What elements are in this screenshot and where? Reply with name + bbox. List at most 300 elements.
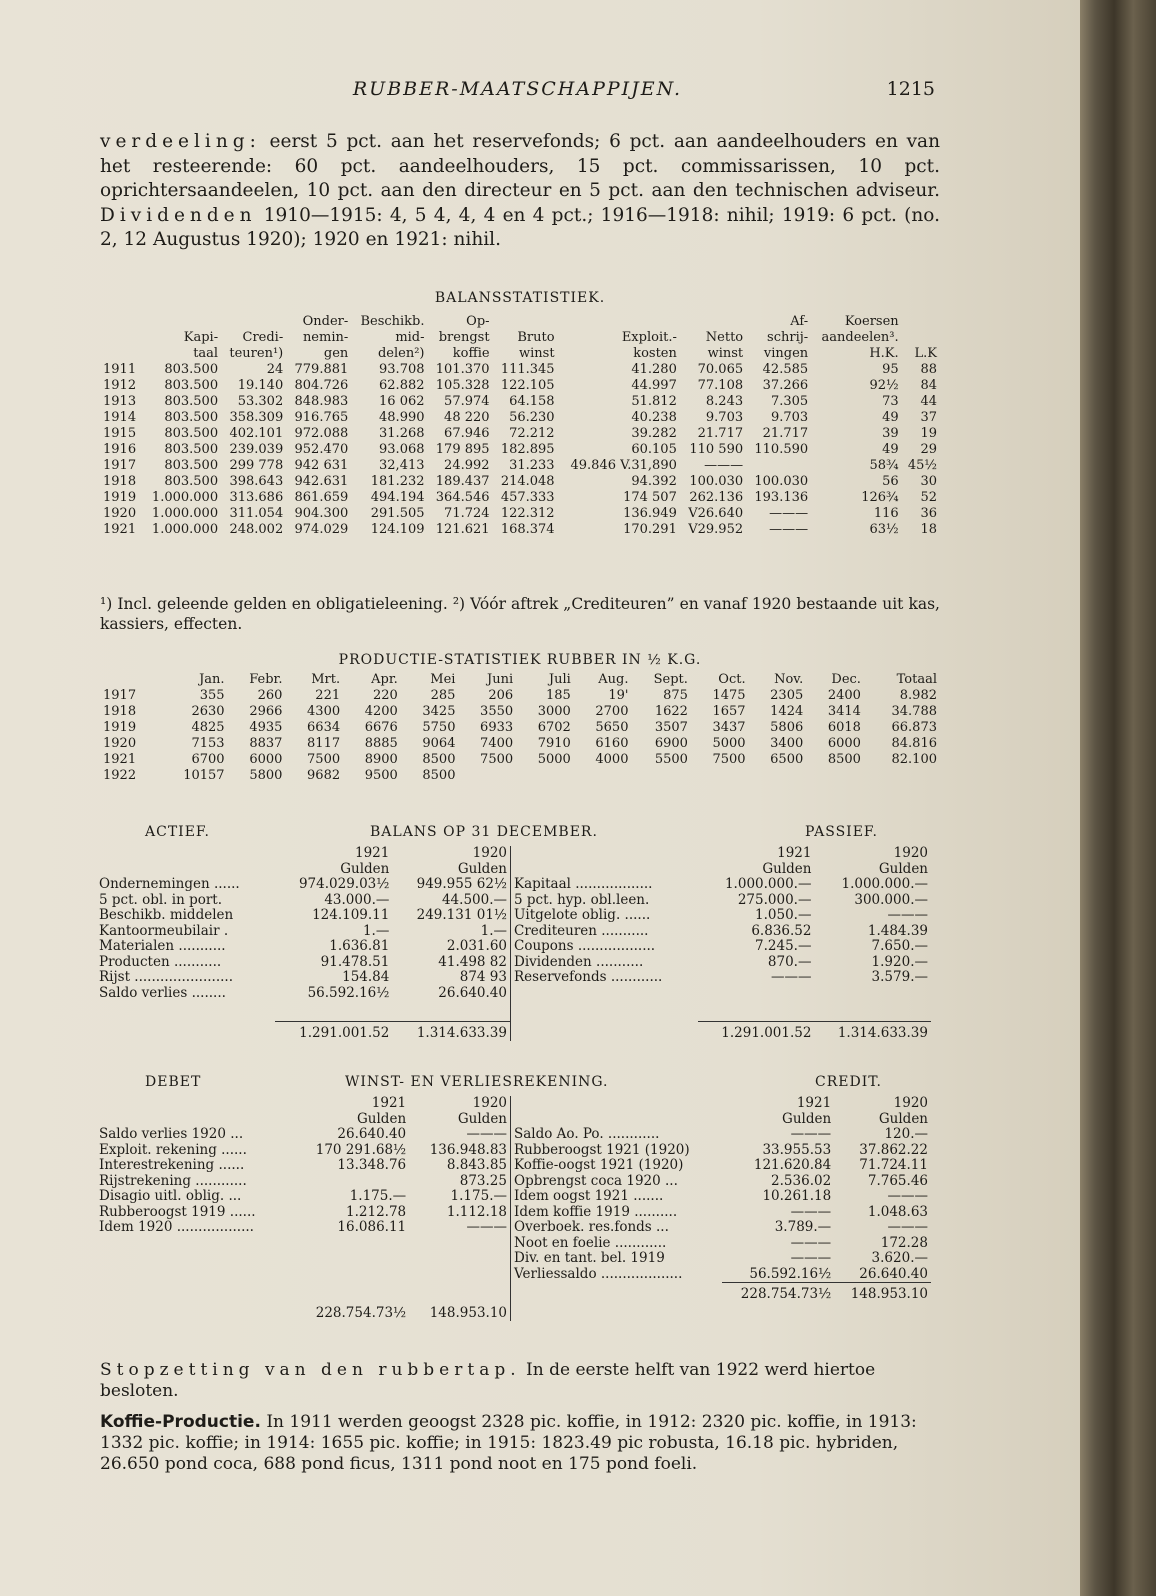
balans-cell-4: 494.194: [370, 490, 425, 505]
productie-cell-0: 1922: [103, 768, 137, 783]
month-header-13: Totaal: [896, 672, 937, 687]
account-label: Uitgelote oblig. ......: [514, 907, 651, 923]
productie-cell-3: 7500: [307, 752, 341, 767]
koffie-text: In 1911 werden geoogst 2328 pic. koffie, in 1912: 2320 pic. koffie, in 1913: 1332 pic. koffie; in 1914: 1655 pic. koffie; in 1915: 1823.49 pic robusta, 16.18 pic. hybriden, 26.650 pond coca, 688 pond ficus, 1311 pond noot en 175 pond foeli.: [100, 1412, 917, 1474]
balans-cell-2: 398.643: [229, 474, 284, 489]
month-header-6: Juni: [487, 672, 514, 687]
balans-cell-4: 124.109: [370, 522, 425, 537]
year-1920: 1920: [893, 845, 928, 861]
balans-cell-2: 313.686: [229, 490, 284, 505]
productie-cell-13: 8.982: [899, 688, 937, 703]
account-value: 16.086.11: [337, 1219, 407, 1235]
dividend-word: Dividenden: [100, 204, 257, 226]
balans-cell-11: 84: [920, 378, 937, 393]
account-label: Div. en tant. bel. 1919: [514, 1250, 665, 1266]
balans-cell-2: 299 778: [229, 458, 284, 473]
balans-cell-5: 121.621: [435, 522, 490, 537]
balans-header-10: H.K.: [869, 346, 899, 361]
balans-cell-1: 1.000.000: [151, 506, 219, 521]
productie-cell-9: 3507: [654, 720, 688, 735]
balans-cell-4: 16 062: [379, 394, 425, 409]
balans-cell-3: 972.088: [294, 426, 349, 441]
account-value: 1.212.78: [346, 1203, 407, 1220]
productie-cell-13: 82.100: [891, 752, 937, 767]
productie-cell-12: 3414: [827, 704, 861, 719]
account-value: 43.000.—: [324, 891, 390, 908]
account-label: Idem koffie 1919 ..........: [514, 1203, 678, 1220]
balans-cell-0: 1916: [103, 442, 137, 457]
balans-cell-0: 1914: [103, 410, 137, 425]
account-value: 3.789.—: [774, 1219, 832, 1235]
productie-cell-4: 9500: [364, 768, 398, 783]
month-header-3: Mrt.: [311, 672, 341, 687]
account-value: 870.—: [767, 953, 812, 970]
productie-cell-10: 1657: [712, 704, 746, 719]
productie-cell-9: [631, 768, 690, 784]
unit-label: Gulden: [878, 860, 928, 877]
balans-cell-0: 1920: [103, 506, 137, 521]
account-value: 91.478.51: [320, 953, 390, 970]
account-value: 33.955.53: [762, 1141, 832, 1158]
account-value: 1.050.—: [755, 907, 812, 923]
account-value: 3.620.—: [871, 1250, 928, 1266]
productie-cell-6: [458, 768, 516, 784]
table-row: [511, 1236, 931, 1252]
balans-header-8: [680, 314, 746, 330]
productie-cell-8: 2700: [595, 704, 629, 719]
table-row: [100, 362, 940, 378]
balans-cell-5: 179 895: [435, 442, 490, 457]
account-label: Rubberoogst 1919 ......: [99, 1203, 256, 1220]
credit-total-1920: 148.953.10: [834, 1283, 931, 1303]
account-value: 26.640.40: [392, 986, 510, 1002]
table-row: [100, 720, 940, 736]
balans-cell-0: 1919: [103, 490, 137, 505]
balans-cell-8: 262.136: [689, 490, 744, 505]
productie-cell-7: 185: [545, 688, 571, 703]
balans-cell-1: 803.500: [164, 474, 219, 489]
month-header-2: Febr.: [249, 672, 283, 687]
balans-header-0: [100, 330, 143, 346]
year-1920: 1920: [893, 1095, 928, 1111]
balans-cell-4: 31.268: [379, 426, 425, 441]
month-header-9: Sept.: [653, 672, 688, 687]
account-value: ———: [790, 1234, 832, 1251]
balans-cell-8: ———: [704, 458, 744, 473]
balans-header-4: mid-: [395, 330, 425, 345]
debet-title: DEBET: [145, 1074, 202, 1090]
table-row: [100, 506, 940, 522]
balans-cell-3: 952.470: [294, 442, 349, 457]
balans-cell-1: 803.500: [164, 394, 219, 409]
productie-cell-4: 8900: [364, 752, 398, 767]
balans-header-6: [493, 314, 558, 330]
balans-header-3: gen: [323, 346, 349, 361]
koffie-paragraph: [100, 1412, 940, 1475]
account-value: 3.579.—: [871, 969, 928, 985]
balans-header-2: teuren¹): [229, 346, 284, 361]
productie-cell-13: 66.873: [891, 720, 937, 735]
passief-title: PASSIEF.: [805, 824, 878, 840]
month-header-7: Juli: [548, 672, 571, 687]
account-label: Saldo verlies 1920 ...: [99, 1126, 244, 1142]
stopzetting-heading: Stopzetting van den rubbertap.: [100, 1360, 521, 1380]
actief-total-1921: 1.291.001.52: [275, 1021, 393, 1041]
productie-cell-8: 6160: [595, 736, 629, 751]
unit-label: Gulden: [357, 1110, 407, 1127]
productie-cell-11: 5806: [770, 720, 804, 735]
productie-cell-9: 875: [663, 688, 688, 703]
balans-cell-4: 32,413: [379, 458, 425, 473]
balans-cell-6: 64.158: [509, 394, 555, 409]
table-row: [96, 908, 511, 924]
balans-header-11: [902, 330, 940, 346]
balans-cell-9: 9.703: [770, 410, 809, 425]
balans-header-8: winst: [707, 346, 744, 361]
balans-cell-9: ———: [769, 506, 809, 521]
account-value: 2.536.02: [771, 1172, 832, 1189]
account-value: 1.175.—: [349, 1188, 407, 1204]
debet-table: [96, 1096, 511, 1321]
balans-cell-5: 71.724: [444, 506, 490, 521]
balans-cell-5: 67.946: [444, 426, 490, 441]
month-header-12: Dec.: [831, 672, 861, 687]
productie-cell-8: 19': [608, 688, 629, 703]
productie-cell-11: 3400: [770, 736, 804, 751]
account-value: 1.048.63: [867, 1203, 928, 1220]
actief-title: ACTIEF.: [145, 824, 210, 840]
balans-cell-3: 804.726: [294, 378, 349, 393]
account-value: ———: [790, 1126, 832, 1142]
table-row: [96, 877, 511, 893]
balans-cell-8: 70.065: [697, 362, 744, 377]
productie-cell-10: 7500: [712, 752, 746, 767]
account-label: 5 pct. hyp. obl.leen.: [514, 891, 650, 908]
balans-header-10: Koersen: [844, 314, 899, 329]
productie-cell-2: 4935: [249, 720, 283, 735]
unit-label: Gulden: [762, 860, 812, 877]
account-value: 1.000.000.—: [724, 876, 812, 892]
balans-cell-0: 1918: [103, 474, 137, 489]
productie-cell-0: 1918: [103, 704, 137, 719]
balans-cell-11: 44: [920, 394, 937, 409]
balans-cell-3: 904.300: [294, 506, 349, 521]
account-value: 41.498 82: [392, 955, 510, 971]
balans-cell-8: 100.030: [689, 474, 744, 489]
balans-header-5: Op-: [466, 314, 490, 329]
balans-header-5: brengst: [438, 330, 490, 345]
balans-cell-6: 214.048: [500, 474, 555, 489]
year-1921: 1921: [796, 1095, 832, 1111]
account-value: 170 291.68½: [315, 1141, 407, 1158]
productie-cell-4: 8885: [364, 736, 398, 751]
productie-cell-5: 3425: [422, 704, 456, 719]
table-row: [100, 704, 940, 720]
balans-header-0: [100, 346, 143, 362]
balans-cell-9: 37.266: [762, 378, 809, 393]
productie-cell-0: 1920: [103, 736, 137, 751]
debet-total-1921: 228.754.73½: [315, 1304, 407, 1321]
productie-cell-7: 3000: [537, 704, 571, 719]
balans-cell-2: 19.140: [237, 378, 284, 393]
account-value: 949.955 62½: [392, 877, 510, 893]
productie-cell-1: 7153: [191, 736, 225, 751]
balans-cell-2: 358.309: [229, 410, 284, 425]
productie-cell-12: 8500: [827, 752, 861, 767]
account-value: 13.348.76: [337, 1157, 407, 1173]
balans-cell-0: 1911: [103, 362, 137, 377]
table-row: [100, 522, 940, 538]
productie-cell-2: 6000: [249, 752, 283, 767]
account-label: Idem oogst 1921 .......: [514, 1188, 664, 1204]
productie-cell-5: 8500: [422, 768, 456, 783]
account-value: 71.724.11: [859, 1157, 928, 1173]
account-value: 1.484.39: [867, 922, 928, 939]
balans-cell-8: 8.243: [705, 394, 744, 409]
account-value: 37.862.22: [859, 1141, 928, 1158]
balans-cell-1: 803.500: [164, 378, 219, 393]
balans-cell-11: 88: [920, 362, 937, 377]
productie-cell-6: 6933: [480, 720, 514, 735]
unit-label: Gulden: [392, 862, 510, 878]
balans-cell-10: 39: [882, 426, 899, 441]
balans-header-9: schrij-: [767, 330, 809, 345]
balans-cell-3: 848.983: [294, 394, 349, 409]
balans-header-4: Beschikb.: [360, 314, 425, 329]
balans-cell-11: 37: [920, 410, 937, 425]
productie-cell-10: 1475: [712, 688, 746, 703]
productie-cell-7: 6702: [537, 720, 571, 735]
productie-cell-3: 4300: [307, 704, 341, 719]
balans-cell-11: 36: [920, 506, 937, 521]
balans-cell-4: 93.068: [379, 442, 425, 457]
account-value: 10.261.18: [762, 1188, 832, 1204]
balans-cell-3: 974.029: [294, 522, 349, 537]
productie-cell-11: [749, 768, 807, 784]
account-value: 6.836.52: [751, 922, 812, 939]
winst-title: WINST- EN VERLIESREKENING.: [345, 1074, 609, 1090]
account-value: 7.650.—: [871, 938, 928, 954]
productie-cell-5: 5750: [422, 720, 456, 735]
passief-total-1921: 1.291.001.52: [698, 1022, 815, 1042]
table-row: [100, 688, 940, 704]
productie-cell-2: 260: [257, 688, 283, 703]
productie-cell-0: 1921: [103, 752, 137, 767]
table-row: [511, 877, 931, 893]
account-label: Verliessaldo ...................: [514, 1265, 683, 1282]
credit-title: CREDIT.: [815, 1074, 882, 1090]
balans-cell-8: V29.952: [688, 522, 744, 537]
account-value: ———: [409, 1220, 510, 1236]
balans-cell-0: 1921: [103, 522, 137, 537]
account-label: Reservefonds ............: [514, 969, 663, 985]
account-value: 121.620.84: [753, 1157, 832, 1173]
account-value: 1.—: [362, 922, 390, 939]
book-binding: [1080, 0, 1156, 1596]
actief-total-1920: 1.314.633.39: [392, 1021, 510, 1041]
account-value: 26.640.40: [337, 1126, 407, 1142]
account-value: ———: [790, 1203, 832, 1220]
account-label: Beschikb. middelen: [99, 907, 234, 923]
balans-footnote: ¹) Incl. geleende gelden en obligatieleening. ²) Vóór aftrek „Crediteuren” en vanaf 1920 bestaande uit kas, kassiers, effecten.: [100, 595, 940, 633]
balans-cell-0: 1915: [103, 426, 137, 441]
balans-header-1: taal: [193, 346, 219, 361]
table-row: [511, 970, 931, 986]
account-value: 300.000.—: [854, 891, 928, 908]
header-title: RUBBER-MAATSCHAPPIJEN.: [352, 78, 683, 100]
balans-cell-10: 116: [873, 506, 899, 521]
productie-cell-1: 4825: [191, 720, 225, 735]
table-row: [511, 1267, 931, 1283]
productie-cell-13: [864, 768, 940, 784]
balans-cell-9: 42.585: [762, 362, 809, 377]
month-header-4: Apr.: [371, 672, 398, 687]
balans-cell-11: 45½: [907, 458, 937, 473]
account-value: 56.592.16½: [749, 1265, 832, 1282]
account-value: 249.131 01½: [392, 908, 510, 924]
account-value: 7.765.46: [867, 1172, 928, 1189]
balans-cell-7: 60.105: [631, 442, 677, 457]
year-1920: 1920: [392, 846, 510, 862]
table-row: [100, 752, 940, 768]
balans-cell-10: 126¾: [861, 490, 899, 505]
productie-cell-9: 5500: [654, 752, 688, 767]
account-label: Dividenden ...........: [514, 953, 644, 970]
table-row: [100, 442, 940, 458]
account-value: 26.640.40: [859, 1265, 928, 1282]
unit-label: Gulden: [409, 1112, 510, 1128]
balans-cell-1: 1.000.000: [151, 490, 219, 505]
passief-table: [511, 846, 931, 1042]
balans-cell-7: 41.280: [631, 362, 677, 377]
balans-head-row-1: [100, 314, 940, 330]
balans-cell-7: 51.812: [631, 394, 677, 409]
balans-cell-2: 248.002: [229, 522, 284, 537]
account-label: Idem 1920 ..................: [99, 1219, 254, 1235]
balans-cell-11: 18: [920, 522, 937, 537]
balans-header-10: aandeelen³.: [821, 330, 899, 345]
account-value: 44.500.—: [392, 893, 510, 909]
productie-head-row: [100, 672, 940, 688]
balans-cell-3: 779.881: [294, 362, 349, 377]
productie-title: PRODUCTIE-STATISTIEK RUBBER IN ½ K.G.: [338, 652, 702, 668]
account-label: Producten ...........: [99, 953, 222, 970]
account-label: Overboek. res.fonds ...: [514, 1219, 669, 1235]
balans-cell-0: 1917: [103, 458, 137, 473]
table-row: [511, 893, 931, 909]
table-row: [511, 1127, 931, 1143]
balans-cell-5: 48 220: [444, 410, 490, 425]
month-header-10: Oct.: [718, 672, 746, 687]
productie-cell-2: 2966: [249, 704, 283, 719]
month-header-1: Jan.: [199, 672, 225, 687]
balans-cell-10: 49: [882, 442, 899, 457]
balans-cell-2: 239.039: [229, 442, 284, 457]
balans-stat-title: BALANSSTATISTIEK.: [434, 290, 606, 306]
balans-cell-7: 94.392: [631, 474, 677, 489]
balans-cell-3: 942 631: [294, 458, 349, 473]
balans-cell-0: 1912: [103, 378, 137, 393]
balans-cell-6: 72.212: [509, 426, 555, 441]
account-value: 1.175.—: [409, 1189, 510, 1205]
balans-cell-1: 803.500: [164, 442, 219, 457]
balans-cell-5: 105.328: [435, 378, 490, 393]
balans-cell-4: 181.232: [370, 474, 425, 489]
balans-cell-11: 29: [920, 442, 937, 457]
table-row: [100, 736, 940, 752]
productie-cell-13: 84.816: [891, 736, 937, 751]
table-row: [100, 394, 940, 410]
balans-cell-6: 122.312: [500, 506, 555, 521]
table-row: [511, 955, 931, 971]
intro-paragraph: [100, 130, 940, 253]
unit-label: Gulden: [878, 1110, 928, 1127]
productie-table: [100, 672, 940, 784]
balans-cell-9: 21.717: [762, 426, 809, 441]
account-label: Exploit. rekening ......: [99, 1141, 247, 1158]
productie-cell-7: 5000: [537, 752, 571, 767]
productie-cell-6: 206: [488, 688, 514, 703]
table-row: [96, 1220, 511, 1236]
actief-table: [96, 846, 511, 1041]
balans-cell-8: 21.717: [697, 426, 744, 441]
balans-cell-3: 942.631: [294, 474, 349, 489]
productie-cell-6: 3550: [480, 704, 514, 719]
balans-cell-4: 48.990: [379, 410, 425, 425]
account-value: 8.843.85: [409, 1158, 510, 1174]
balans-header-6: Bruto: [517, 330, 555, 345]
balans-cell-7: 49.846 V.31,890: [570, 458, 677, 473]
balans-statistiek-table: [100, 314, 940, 538]
table-row: [511, 1143, 931, 1159]
account-value: ———: [409, 1127, 510, 1143]
account-value: 7.245.—: [755, 938, 812, 954]
table-row: [511, 908, 931, 924]
debet-total-1920: 148.953.10: [409, 1306, 510, 1322]
balans-cell-3: 916.765: [294, 410, 349, 425]
account-value: [293, 1174, 410, 1190]
table-row: [96, 986, 511, 1002]
year-1921: 1921: [777, 845, 812, 861]
balans-header-9: Af-: [790, 314, 809, 329]
balans-cell-6: 31.233: [509, 458, 555, 473]
year-1920: 1920: [409, 1096, 510, 1112]
productie-cell-5: 285: [430, 688, 456, 703]
productie-cell-1: 2630: [191, 704, 225, 719]
account-label: Koffie-oogst 1921 (1920): [514, 1157, 684, 1173]
balans-cell-5: 101.370: [435, 362, 490, 377]
productie-cell-12: 2400: [827, 688, 861, 703]
account-value: 974.029.03½: [298, 876, 390, 892]
intro-text-2: 1910—1915: 4, 5 4, 4, 4 en 4 pct.; 1916—1918: nihil; 1919: 6 pct. (no. 2, 12 Augustus 1920); 1920 en 1921: nihil.: [100, 204, 940, 250]
account-value: 874 93: [392, 970, 510, 986]
productie-cell-8: 4000: [595, 752, 629, 767]
table-row: [96, 893, 511, 909]
balans-head-row-2: [100, 330, 940, 346]
table-row: [511, 1220, 931, 1236]
table-row: [96, 970, 511, 986]
productie-cell-0: 1919: [103, 720, 137, 735]
balans-cell-9: ———: [769, 522, 809, 537]
account-label: Disagio uitl. oblig. ...: [99, 1188, 242, 1204]
balans-cell-8: 9.703: [705, 410, 744, 425]
account-label: Opbrengst coca 1920 ...: [514, 1172, 678, 1189]
table-row: [511, 924, 931, 940]
balans-cell-2: 402.101: [229, 426, 284, 441]
account-value: 1.000.000.—: [841, 876, 928, 892]
month-header-5: Mei: [430, 672, 456, 687]
account-value: 1.636.81: [329, 938, 390, 954]
